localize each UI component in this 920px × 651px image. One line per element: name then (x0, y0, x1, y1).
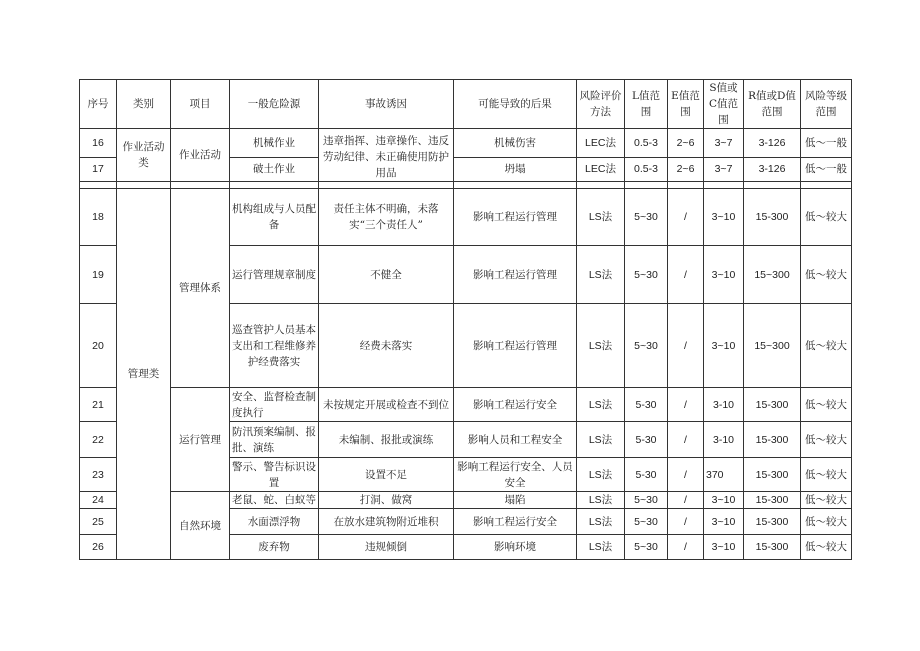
cell-e: / (668, 189, 704, 246)
cell-level: 低～较大 (801, 458, 852, 492)
cell-no: 19 (80, 246, 117, 304)
cell-sc: 3~7 (704, 157, 744, 181)
cell-method: LS法 (577, 492, 625, 509)
item-ops: 运行管理 (171, 388, 230, 492)
header-method: 风险评价方法 (577, 80, 625, 129)
cell-sc: 3~10 (704, 509, 744, 535)
cell-level: 低～较大 (801, 509, 852, 535)
cell-method: LS法 (577, 422, 625, 458)
cell-consequence: 影响工程运行安全、人员安全 (454, 458, 577, 492)
cell-e: / (668, 458, 704, 492)
cell-no: 24 (80, 492, 117, 509)
cell-level: 低～较大 (801, 422, 852, 458)
cell-e: 2~6 (668, 157, 704, 181)
cell-sc: 3~10 (704, 492, 744, 509)
cell-e: 2~6 (668, 129, 704, 158)
header-item: 项目 (171, 80, 230, 129)
cell-consequence: 影响工程运行安全 (454, 388, 577, 422)
cell-l: 5~30 (625, 535, 668, 560)
cell-rd: 15-300 (744, 189, 801, 246)
table-row (80, 129, 852, 158)
cell-consequence: 塌陷 (454, 492, 577, 509)
cell-l: 5~30 (625, 246, 668, 304)
cell-no: 21 (80, 388, 117, 422)
cell-no: 25 (80, 509, 117, 535)
cell-cause: 未按规定开展或检查不到位 (319, 388, 454, 422)
header-hazard: 一般危险源 (230, 80, 319, 129)
cell-consequence: 影响工程运行管理 (454, 189, 577, 246)
cell-level: 低～较大 (801, 189, 852, 246)
cell-e: / (668, 509, 704, 535)
cell-l: 0.5-3 (625, 129, 668, 158)
cell-l: 5-30 (625, 458, 668, 492)
cell-cause: 经费未落实 (319, 304, 454, 388)
table-row (80, 189, 852, 246)
cell-hazard: 老鼠、蛇、白蚁等 (230, 492, 319, 509)
cell-l: 5~30 (625, 492, 668, 509)
item-system: 管理体系 (171, 189, 230, 388)
cell-rd: 15~300 (744, 246, 801, 304)
header-no: 序号 (80, 80, 117, 129)
cell-consequence: 坍塌 (454, 157, 577, 181)
cell-sc: 3~10 (704, 304, 744, 388)
cell-method: LS法 (577, 509, 625, 535)
cell-cause: 违规倾倒 (319, 535, 454, 560)
cell-method: LEC法 (577, 157, 625, 181)
cell-l: 5~30 (625, 509, 668, 535)
cell-no: 20 (80, 304, 117, 388)
cell-rd: 15-300 (744, 422, 801, 458)
cell-sc: 3~10 (704, 246, 744, 304)
cell-consequence: 影响工程运行管理 (454, 246, 577, 304)
cell-rd: 15-300 (744, 458, 801, 492)
cell-consequence: 影响人员和工程安全 (454, 422, 577, 458)
cell-rd: 15-300 (744, 492, 801, 509)
cell-method: LS法 (577, 388, 625, 422)
header-category: 类别 (117, 80, 171, 129)
category-work: 作业活动类 (117, 129, 171, 182)
cell-sc: 3~7 (704, 129, 744, 158)
cell-e: / (668, 492, 704, 509)
cell-hazard: 机械作业 (230, 129, 319, 158)
cell-rd: 15~300 (744, 304, 801, 388)
cell-rd: 15-300 (744, 509, 801, 535)
cell-e: / (668, 535, 704, 560)
cell-consequence: 影响环境 (454, 535, 577, 560)
cell-hazard: 安全、监督检查制度执行 (230, 388, 319, 422)
cell-level: 低～一般 (801, 157, 852, 181)
cell-rd: 3-126 (744, 129, 801, 158)
cell-level: 低～较大 (801, 535, 852, 560)
cell-consequence: 影响工程运行管理 (454, 304, 577, 388)
cell-hazard: 警示、警告标识设置 (230, 458, 319, 492)
cell-method: LS法 (577, 535, 625, 560)
cell-level: 低～较大 (801, 246, 852, 304)
cell-cause: 设置不足 (319, 458, 454, 492)
cell-rd: 15-300 (744, 388, 801, 422)
cell-l: 5~30 (625, 304, 668, 388)
cell-hazard: 破土作业 (230, 157, 319, 181)
cell-rd: 15-300 (744, 535, 801, 560)
cell-cause: 违章指挥、违章操作、违反劳动纪律、未正确使用防护 (323, 135, 449, 163)
cell-hazard: 防汛预案编制、报批、演练 (230, 422, 319, 458)
header-l-range: L值范围 (625, 80, 668, 129)
cell-method: LS法 (577, 189, 625, 246)
cell-e: / (668, 422, 704, 458)
cell-no: 26 (80, 535, 117, 560)
cell-level: 低～较大 (801, 492, 852, 509)
cell-cause: 用品 (375, 167, 397, 179)
header-consequence: 可能导致的后果 (454, 80, 577, 129)
cell-sc: 3~10 (704, 535, 744, 560)
section-gap (80, 182, 852, 189)
cell-e: / (668, 304, 704, 388)
table-row (80, 388, 852, 422)
header-level-range: 风险等级范围 (801, 80, 852, 129)
cell-cause: 不健全 (319, 246, 454, 304)
cell-no: 23 (80, 458, 117, 492)
table-row (80, 492, 852, 509)
cell-consequence: 机械伤害 (454, 129, 577, 158)
cell-method: LEC法 (577, 129, 625, 158)
cell-hazard: 巡查管护人员基本支出和工程维修养护经费落实 (230, 304, 319, 388)
cell-no: 17 (80, 157, 117, 181)
cell-level: 低～较大 (801, 388, 852, 422)
cell-hazard: 运行管理规章制度 (230, 246, 319, 304)
cell-level: 低～较大 (801, 304, 852, 388)
cell-e: / (668, 246, 704, 304)
category-mgmt: 管理类 (117, 189, 171, 560)
cell-sc: 370 (704, 458, 744, 492)
cell-method: LS法 (577, 246, 625, 304)
cell-no: 16 (80, 129, 117, 158)
header-rd-range: R值或D值范围 (744, 80, 801, 129)
cell-rd: 3-126 (744, 157, 801, 181)
cell-level: 低～一般 (801, 129, 852, 158)
cell-consequence: 影响工程运行安全 (454, 509, 577, 535)
cell-cause: 打洞、做窝 (319, 492, 454, 509)
cell-method: LS法 (577, 458, 625, 492)
risk-table (79, 79, 852, 560)
cell-cause-merged (319, 129, 454, 182)
cell-hazard: 机构组成与人员配备 (230, 189, 319, 246)
cell-cause: 未编制、报批或演练 (319, 422, 454, 458)
cell-e: / (668, 388, 704, 422)
header-e-range: E值范围 (668, 80, 704, 129)
cell-sc: 3~10 (704, 189, 744, 246)
cell-l: 5~30 (625, 189, 668, 246)
cell-cause: 责任主体不明确，未落实“三个责任人” (319, 189, 454, 246)
cell-l: 0.5-3 (625, 157, 668, 181)
cell-hazard: 水面漂浮物 (230, 509, 319, 535)
cell-no: 18 (80, 189, 117, 246)
cell-method: LS法 (577, 304, 625, 388)
header-row (80, 80, 852, 129)
cell-l: 5-30 (625, 388, 668, 422)
item-nature: 自然环境 (171, 492, 230, 560)
cell-hazard: 废弃物 (230, 535, 319, 560)
item-work: 作业活动 (171, 129, 230, 182)
header-cause: 事故诱因 (319, 80, 454, 129)
header-sc-range: S值或C值范围 (704, 80, 744, 129)
cell-sc: 3-10 (704, 388, 744, 422)
cell-cause: 在放水建筑物附近堆积 (319, 509, 454, 535)
cell-no: 22 (80, 422, 117, 458)
cell-l: 5-30 (625, 422, 668, 458)
cell-sc: 3-10 (704, 422, 744, 458)
